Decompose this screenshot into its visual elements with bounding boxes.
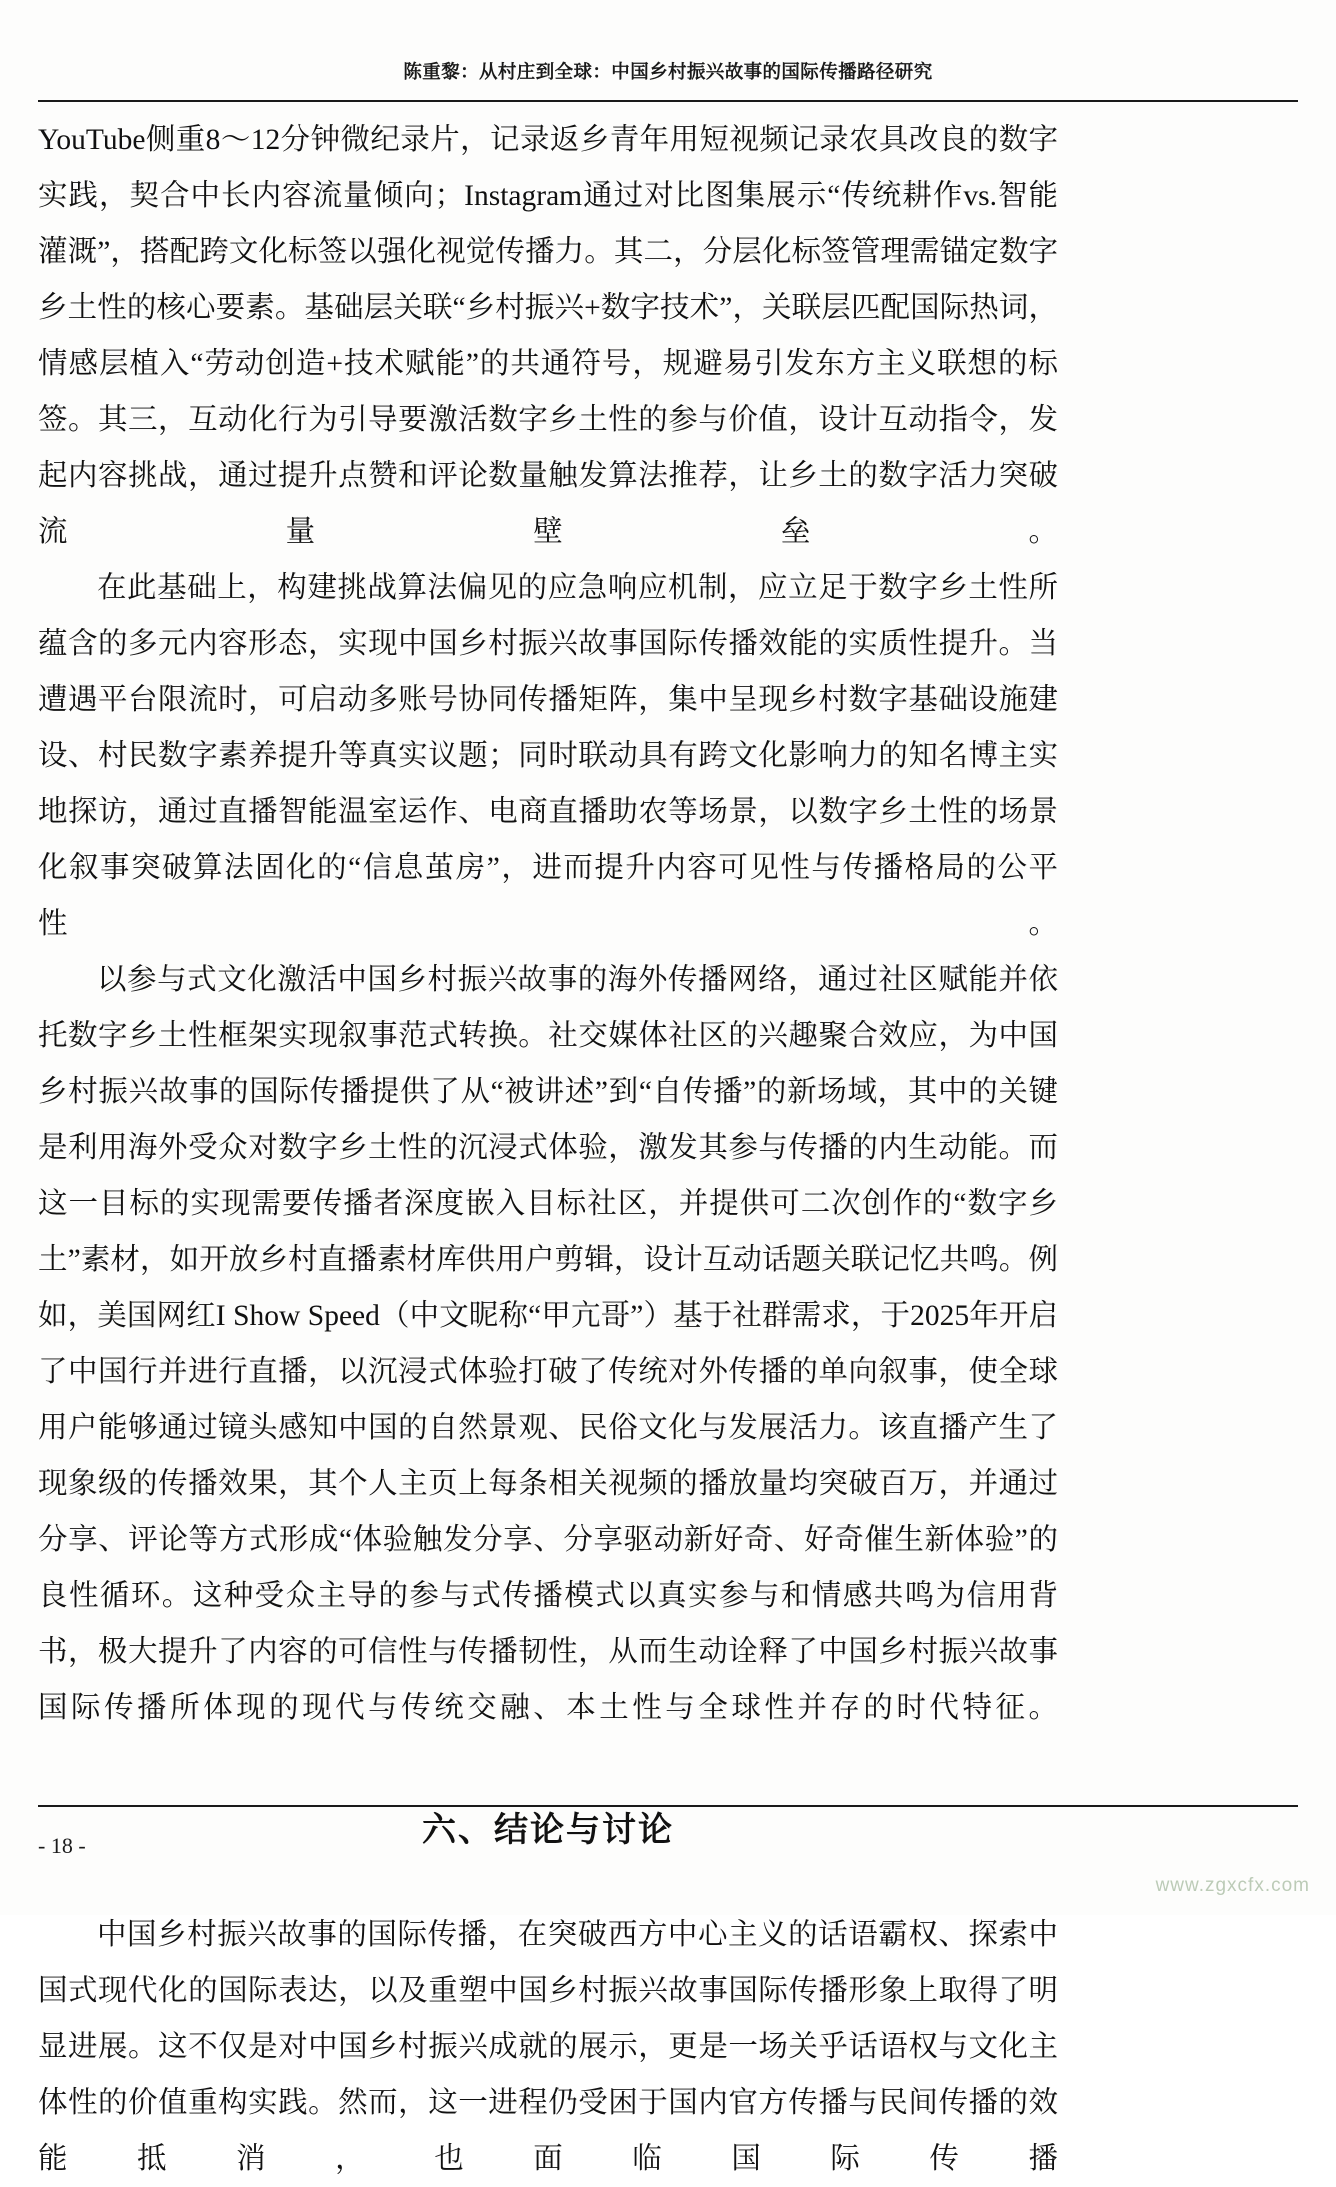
body-paragraph: 以参与式文化激活中国乡村振兴故事的海外传播网络，通过社区赋能并依托数字乡土性框架实现叙事范式转换。社交媒体社区的兴趣聚合效应，为中国乡村振兴故事的国际传播提供了从“被讲述”到“自传播”的新场域，其中的关键是利用海外受众对数字乡土性的沉浸式体验，激发其参与传播的内生动能。而这一目标的实现需要传播者深度嵌入目标社区，并提供可二次创作的“数字乡土”素材，如开放乡村直播素材库供用户剪辑，设计互动话题关联记忆共鸣。例如，美国网红I Show Speed（中文昵称“甲亢哥”）基于社群需求，于2025年开启了中国行并进行直播，以沉浸式体验打破了传统对外传播的单向叙事，使全球用户能够通过镜头感知中国的自然景观、民俗文化与发展活力。该直播产生了现象级的传播效果，其个人主页上每条相关视频的播放量均突破百万，并通过分享、评论等方式形成“体验触发分享、分享驱动新好奇、好奇催生新体验”的良性循环。这种受众主导的参与式传播模式以真实参与和情感共鸣为信用背书，极大提升了内容的可信性与传播韧性，从而生动诠释了中国乡村振兴故事国际传播所体现的现代与传统交融、本土性与全球性并存的时代特征。 [38,964,1058,1724]
running-header-title: 陈重黎：从村庄到全球：中国乡村振兴故事的国际传播路径研究 [403,61,933,82]
heading-spacer [38,1873,1058,1907]
watermark: www.zgxcfx.com [1155,1875,1310,1896]
page-number: - 18 - [38,1833,86,1858]
section-heading: 六、结论与讨论 [422,1811,674,1849]
footer-divider-rule [38,1805,1298,1807]
body-paragraph: YouTube侧重8～12分钟微纪录片，记录返乡青年用短视频记录农具改良的数字实践，契合中长内容流量倾向；Instagram通过对比图集展示“传统耕作vs.智能灌溉”，搭配跨文化标签以强化视觉传播力。其二，分层化标签管理需锚定数字乡土性的核心要素。基础层关联“乡村振兴+数字技术”，关联层匹配国际热词，情感层植入“劳动创造+技术赋能”的共通符号，规避易引发东方主义联想的标签。其三，互动化行为引导要激活数字乡土性的参与价值，设计互动指令，发起内容挑战，通过提升点赞和评论数量触发算法推荐，让乡土的数字活力突破流量壁垒。 [38,124,1058,548]
running-header [110,58,1226,84]
body-paragraph: 中国乡村振兴故事的国际传播，在突破西方中心主义的话语霸权、探索中国式现代化的国际表达，以及重塑中国乡村振兴故事国际传播形象上取得了明显进展。这不仅是对中国乡村振兴成就的展示，更是一场关乎话语权与文化主体性的价值重构实践。然而，这一进程仍受困于国内官方传播与民间传播的效能抵消，也面临国际传播 [38,1919,1058,2175]
header-divider-rule [38,100,1298,102]
body-paragraph: 在此基础上，构建挑战算法偏见的应急响应机制，应立足于数字乡土性所蕴含的多元内容形态，实现中国乡村振兴故事国际传播效能的实质性提升。当遭遇平台限流时，可启动多账号协同传播矩阵，集中呈现乡村数字基础设施建设、村民数字素养提升等真实议题；同时联动具有跨文化影响力的知名博主实地探访，通过直播智能温室运作、电商直播助农等场景，以数字乡土性的场景化叙事突破算法固化的“信息茧房”，进而提升内容可见性与传播格局的公平性。 [38,572,1058,940]
page-body [38,112,1058,2187]
